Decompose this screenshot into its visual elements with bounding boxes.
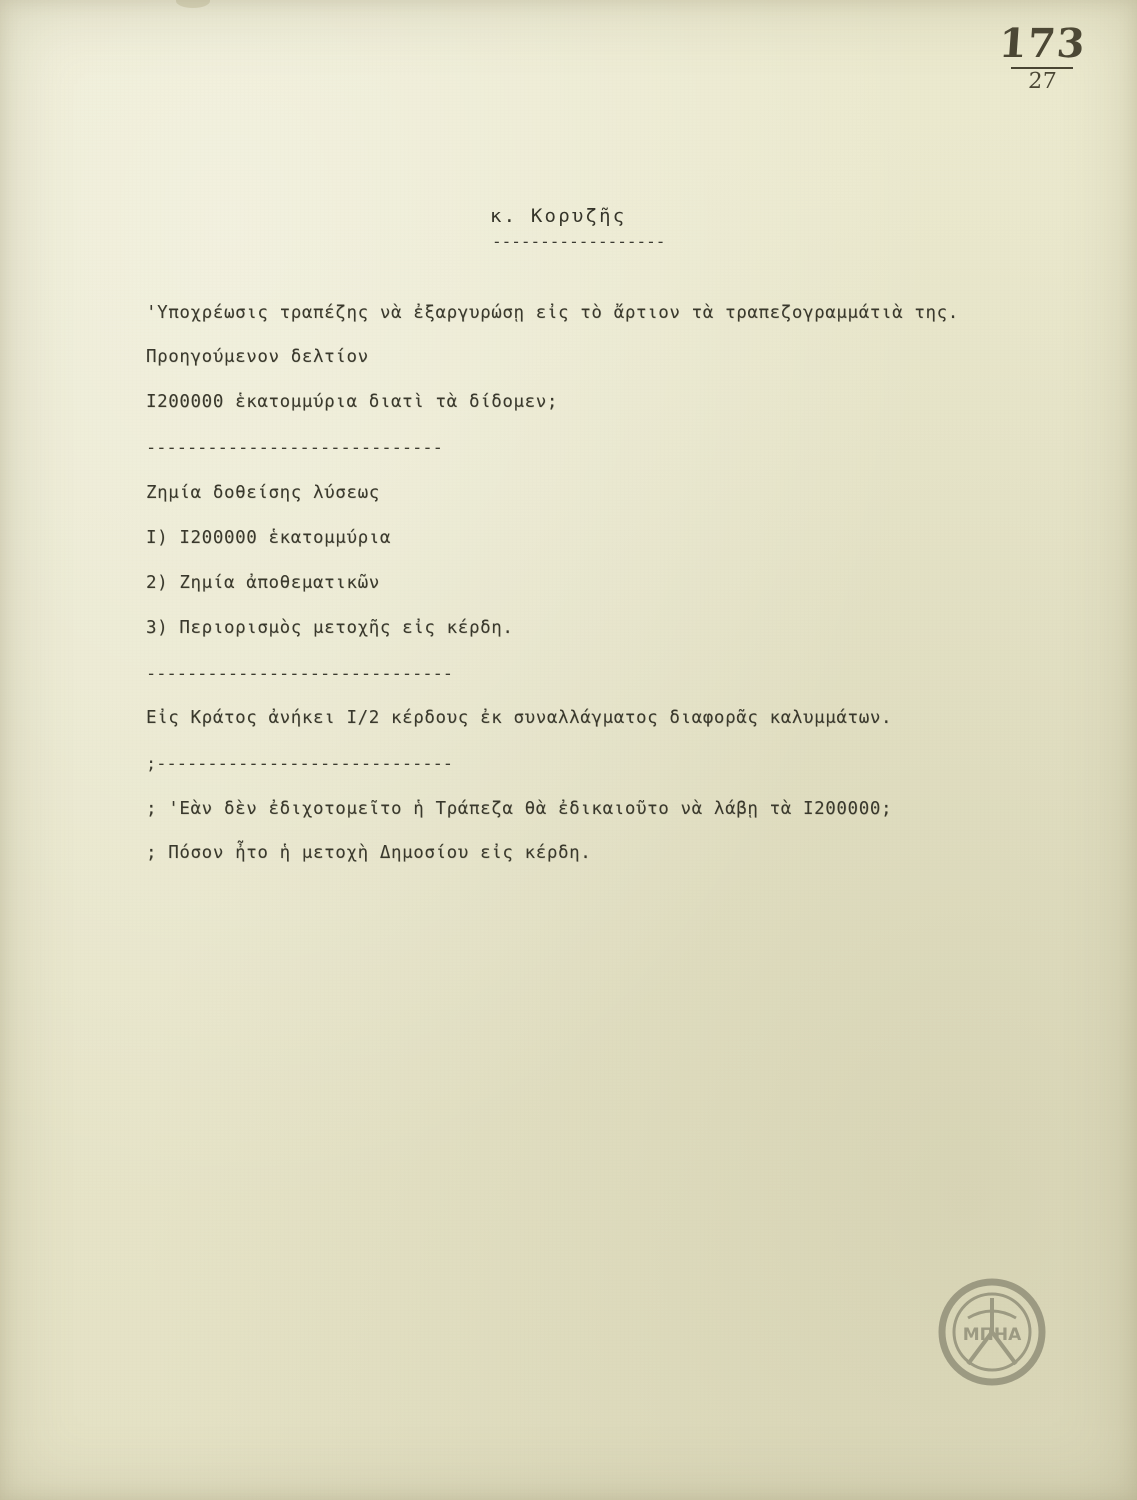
separator-3: ;----------------------------- xyxy=(146,754,454,774)
body-line-6: 2) Ζημία ἀποθεματικῶν xyxy=(146,573,380,593)
body-line-4: Ζημία δοθείσης λύσεως xyxy=(146,483,380,503)
body-line-10: ; Πόσον ἦτο ἡ μετοχὴ Δημοσίου εἰς κέρδη. xyxy=(146,843,592,863)
folio-number-sub: 27 xyxy=(1026,69,1057,94)
body-line-9: ; 'Εὰν δὲν ἐδιχοτομεῖτο ἡ Τράπεζα θὰ ἐδικαιοῦτο νὰ λάβῃ τὰ Ι200000; xyxy=(146,799,893,819)
page-title: κ. Κορυζῆς xyxy=(490,205,627,227)
folio-number-main: 173 xyxy=(996,20,1087,67)
body-line-3: Ι200000 ἑκατομμύρια διατὶ τὰ δίδομεν; xyxy=(146,392,559,412)
separator-1: ----------------------------- xyxy=(146,438,443,458)
body-line-5: Ι) Ι200000 ἑκατομμύρια xyxy=(146,528,391,548)
archive-stamp-icon xyxy=(938,1278,1046,1386)
separator-2: ------------------------------ xyxy=(146,664,454,684)
body-line-2: Προηγούμενον δελτίον xyxy=(146,347,369,367)
paper-edge-nick xyxy=(176,0,210,8)
svg-text:ΜΠΗΑ: ΜΠΗΑ xyxy=(962,1325,1022,1345)
body-line-1: 'Υποχρέωσις τραπέζης νὰ ἐξαργυρώσῃ εἰς τὸ ἄρτιον τὰ τραπεζογραμμάτιὰ της. xyxy=(146,303,959,323)
folio-number xyxy=(996,20,1087,94)
body-line-8: Εἰς Κράτος ἀνήκει Ι/2 κέρδους ἐκ συναλλάγματος διαφορᾶς καλυμμάτων. xyxy=(146,708,893,728)
body-line-7: 3) Περιορισμὸς μετοχῆς εἰς κέρδη. xyxy=(146,618,514,638)
page-title-underline: ------------------ xyxy=(492,232,666,251)
